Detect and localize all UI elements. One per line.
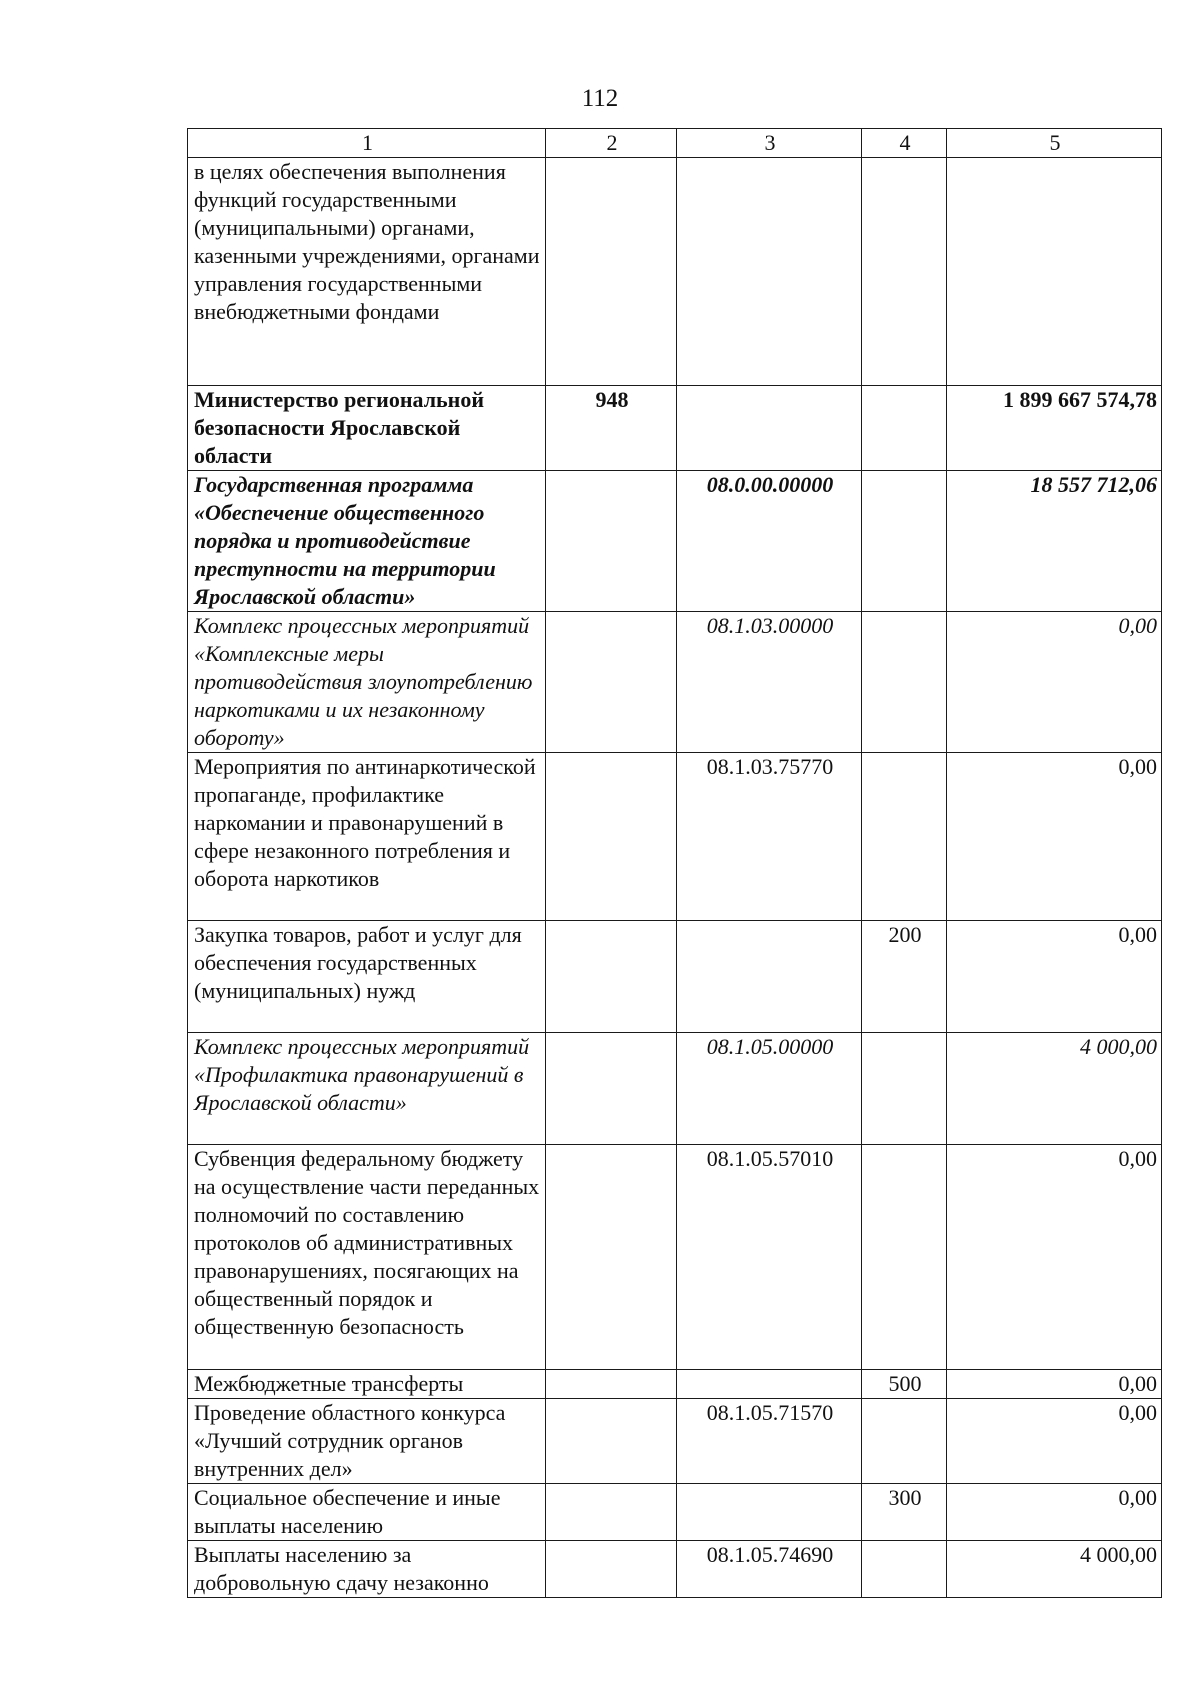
header-col-1: 1 bbox=[188, 129, 546, 158]
table-row bbox=[188, 921, 1162, 1033]
row-expense-type bbox=[862, 471, 947, 612]
row-target-code bbox=[677, 1370, 862, 1399]
row-sum: 0,00 bbox=[947, 753, 1162, 921]
row-sum: 4 000,00 bbox=[947, 1033, 1162, 1145]
row-name: Проведение областного конкурса «Лучший сотрудник органов внутренних дел» bbox=[188, 1399, 546, 1484]
row-expense-type bbox=[862, 753, 947, 921]
row-target-code bbox=[677, 386, 862, 471]
row-sum: 4 000,00 bbox=[947, 1541, 1162, 1598]
row-name: Социальное обеспечение и иные выплаты населению bbox=[188, 1484, 546, 1541]
row-expense-type: 300 bbox=[862, 1484, 947, 1541]
row-dept-code bbox=[546, 612, 677, 753]
row-target-code: 08.1.03.00000 bbox=[677, 612, 862, 753]
row-expense-type: 200 bbox=[862, 921, 947, 1033]
table-row bbox=[188, 1145, 1162, 1370]
row-dept-code bbox=[546, 1033, 677, 1145]
header-row bbox=[188, 129, 1162, 158]
row-target-code bbox=[677, 158, 862, 386]
row-name: Выплаты населению за добровольную сдачу незаконно bbox=[188, 1541, 546, 1598]
row-dept-code: 948 bbox=[546, 386, 677, 471]
row-dept-code bbox=[546, 753, 677, 921]
table-row bbox=[188, 753, 1162, 921]
row-target-code: 08.0.00.00000 bbox=[677, 471, 862, 612]
table-row bbox=[188, 1484, 1162, 1541]
row-sum: 0,00 bbox=[947, 1370, 1162, 1399]
table-row bbox=[188, 612, 1162, 753]
table-body bbox=[188, 158, 1162, 1598]
row-name: Министерство региональной безопасности Ярославской области bbox=[188, 386, 546, 471]
row-expense-type bbox=[862, 158, 947, 386]
row-sum: 1 899 667 574,78 bbox=[947, 386, 1162, 471]
row-sum: 0,00 bbox=[947, 612, 1162, 753]
row-target-code: 08.1.03.75770 bbox=[677, 753, 862, 921]
table-row bbox=[188, 386, 1162, 471]
row-sum: 0,00 bbox=[947, 921, 1162, 1033]
header-col-2: 2 bbox=[546, 129, 677, 158]
row-name: Субвенция федеральному бюджету на осуществление части переданных полномочий по составлению протоколов об административных правонарушениях, посягающих на общественный порядок и общественную безопасность bbox=[188, 1145, 546, 1370]
row-target-code: 08.1.05.71570 bbox=[677, 1399, 862, 1484]
row-name: Закупка товаров, работ и услуг для обеспечения государственных (муниципальных) нужд bbox=[188, 921, 546, 1033]
row-expense-type bbox=[862, 1145, 947, 1370]
row-dept-code bbox=[546, 158, 677, 386]
row-expense-type bbox=[862, 612, 947, 753]
row-dept-code bbox=[546, 1370, 677, 1399]
row-expense-type: 500 bbox=[862, 1370, 947, 1399]
table-row bbox=[188, 1033, 1162, 1145]
row-name: Мероприятия по антинаркотической пропаганде, профилактике наркомании и правонарушений в сфере незаконного потребления и оборота наркотиков bbox=[188, 753, 546, 921]
page-number: 112 bbox=[581, 85, 619, 112]
row-expense-type bbox=[862, 1399, 947, 1484]
row-target-code: 08.1.05.57010 bbox=[677, 1145, 862, 1370]
row-dept-code bbox=[546, 1145, 677, 1370]
row-sum: 0,00 bbox=[947, 1399, 1162, 1484]
row-expense-type bbox=[862, 386, 947, 471]
row-dept-code bbox=[546, 1541, 677, 1598]
row-sum: 18 557 712,06 bbox=[947, 471, 1162, 612]
row-name: в целях обеспечения выполнения функций государственными (муниципальными) органами, казенными учреждениями, органами управления государственными внебюджетными фондами bbox=[188, 158, 546, 386]
row-target-code bbox=[677, 921, 862, 1033]
table-row bbox=[188, 1541, 1162, 1598]
row-target-code: 08.1.05.00000 bbox=[677, 1033, 862, 1145]
row-dept-code bbox=[546, 921, 677, 1033]
row-sum bbox=[947, 158, 1162, 386]
row-dept-code bbox=[546, 471, 677, 612]
header-col-4: 4 bbox=[862, 129, 947, 158]
row-target-code: 08.1.05.74690 bbox=[677, 1541, 862, 1598]
row-name: Государственная программа «Обеспечение общественного порядка и противодействие преступности на территории Ярославской области» bbox=[188, 471, 546, 612]
row-name: Межбюджетные трансферты bbox=[188, 1370, 546, 1399]
row-target-code bbox=[677, 1484, 862, 1541]
table-row bbox=[188, 471, 1162, 612]
budget-table bbox=[187, 128, 1162, 1598]
table-row bbox=[188, 158, 1162, 386]
header-col-5: 5 bbox=[947, 129, 1162, 158]
row-dept-code bbox=[546, 1484, 677, 1541]
row-expense-type bbox=[862, 1541, 947, 1598]
row-name: Комплекс процессных мероприятий «Комплексные меры противодействия злоупотреблению наркотиками и их незаконному обороту» bbox=[188, 612, 546, 753]
row-sum: 0,00 bbox=[947, 1145, 1162, 1370]
table-row bbox=[188, 1370, 1162, 1399]
row-name: Комплекс процессных мероприятий «Профилактика правонарушений в Ярославской области» bbox=[188, 1033, 546, 1145]
table-row bbox=[188, 1399, 1162, 1484]
row-dept-code bbox=[546, 1399, 677, 1484]
row-sum: 0,00 bbox=[947, 1484, 1162, 1541]
header-col-3: 3 bbox=[677, 129, 862, 158]
row-expense-type bbox=[862, 1033, 947, 1145]
